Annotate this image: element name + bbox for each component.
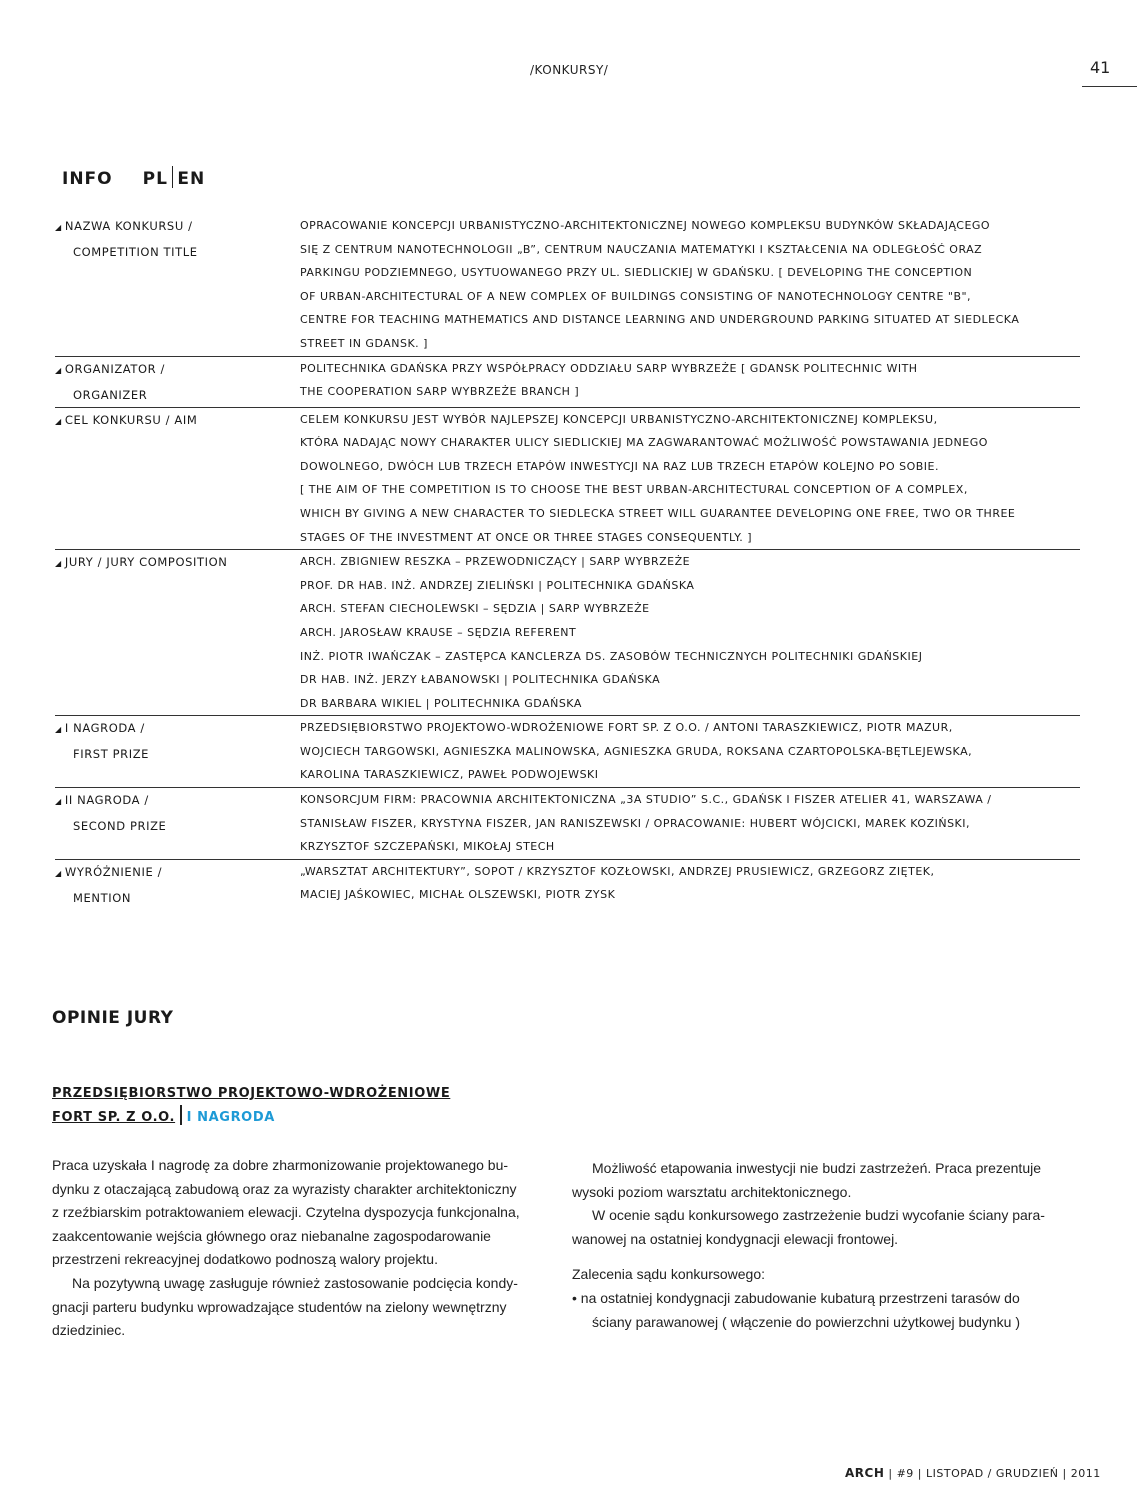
info-label-pl: ◢ I NAGRODA / bbox=[55, 716, 300, 742]
page-footer: ARCH | #9 | LISTOPAD / GRUDZIEŃ | 2011 bbox=[845, 1466, 1101, 1480]
info-value-line: MACIEJ JAŚKOWIEC, MICHAŁ OLSZEWSKI, PIOTR ZYSK bbox=[300, 888, 616, 902]
body-line: Możliwość etapowania inwestycji nie budzi zastrzeżeń. Praca prezentuje bbox=[592, 1160, 1041, 1176]
info-value-line: WHICH BY GIVING A NEW CHARACTER TO SIEDLECKA STREET WILL GUARANTEE DEVELOPING ONE FREE, TWO OR THREE bbox=[300, 506, 1016, 520]
info-value-line: ARCH. ZBIGNIEW RESZKA – PRZEWODNICZĄCY | SARP WYBRZEŻE bbox=[300, 555, 691, 569]
body-line: W ocenie sądu konkursowego zastrzeżenie budzi wycofanie ściany para- bbox=[592, 1207, 1045, 1224]
info-row bbox=[55, 357, 1080, 408]
info-label-en: FIRST PRIZE bbox=[73, 747, 150, 762]
info-value-line: WOJCIECH TARGOWSKI, AGNIESZKA MALINOWSKA, AGNIESZKA GRUDA, ROKSANA CZARTOPOLSKA-BĘTLEJEWSKA, bbox=[300, 744, 973, 758]
info-value-line: CELEM KONKURSU JEST WYBÓR NAJLEPSZEJ KONCEPCJI URBANISTYCZNO-ARCHITEKTONICZNEJ KOMPLEKSU, bbox=[300, 412, 938, 426]
info-value-line: KTÓRA NADAJĄC NOWY CHARAKTER ULICY SIEDLICKIEJ MA ZAGWARANTOWAĆ MOŻLIWOŚĆ POWSTAWANIA JEDNEGO bbox=[300, 436, 988, 450]
info-value-line: PRZEDSIĘBIORSTWO PROJEKTOWO-WDROŻENIOWE FORT SP. Z O.O. / ANTONI TARASZKIEWICZ, PIOTR MAZUR, bbox=[300, 721, 953, 735]
body-line: z rzeźbiarskim potraktowaniem elewacji. Czytelna dyspozycja funkcjonalna, bbox=[52, 1204, 520, 1221]
heading-separator bbox=[180, 1105, 182, 1125]
info-value-line: THE COOPERATION SARP WYBRZEŻE BRANCH ] bbox=[300, 385, 580, 399]
footer-months: LISTOPAD / GRUDZIEŃ bbox=[926, 1467, 1059, 1480]
info-value bbox=[300, 788, 1080, 859]
info-value-line: SIĘ Z CENTRUM NANOTECHNOLOGII „B”, CENTRUM NAUCZANIA MATEMATYKI I KSZTAŁCENIA NA ODLEGŁOŚĆ ORAZ bbox=[300, 242, 983, 256]
body-line: wysoki poziom warsztatu architektonicznego. bbox=[572, 1183, 852, 1200]
body-line: wanowej na ostatniej kondygnacji elewacji frontowej. bbox=[572, 1230, 899, 1247]
lang-en: EN bbox=[177, 169, 206, 189]
info-value bbox=[300, 214, 1080, 356]
info-value-line: OF URBAN-ARCHITECTURAL OF A NEW COMPLEX OF BUILDINGS CONSISTING OF NANOTECHNOLOGY CENTRE "B", bbox=[300, 289, 972, 303]
info-label bbox=[55, 788, 300, 859]
body-line: przestrzeni rekreacyjnej dodatkowo podnoszą walory projektu. bbox=[52, 1251, 438, 1268]
info-value bbox=[300, 408, 1080, 550]
body-line: gnacji parteru budynku wprowadzające studentów na zielony wewnętrzny bbox=[52, 1298, 507, 1315]
info-value-line: DOWOLNEGO, DWÓCH LUB TRZECH ETAPÓW INWESTYCJI NA RAZ LUB TRZECH ETAPÓW KOLEJNO PO SOBIE. bbox=[300, 459, 939, 473]
article-heading-line2: FORT SP. Z O.O. bbox=[52, 1110, 176, 1125]
info-title: INFO bbox=[62, 169, 113, 189]
footer-brand: ARCH bbox=[845, 1466, 885, 1480]
info-label-pl: ◢ CEL KONKURSU / AIM bbox=[55, 408, 300, 434]
info-value-line: INŻ. PIOTR IWAŃCZAK – ZASTĘPCA KANCLERZA DS. ZASOBÓW TECHNICZNYCH POLITECHNIKI GDAŃSKIEJ bbox=[300, 649, 923, 663]
page-number: 41 bbox=[1090, 58, 1111, 77]
info-value-line: OPRACOWANIE KONCEPCJI URBANISTYCZNO-ARCHITEKTONICZNEJ NOWEGO KOMPLEKSU BUDYNKÓW SKŁADAJĄCEGO bbox=[300, 219, 991, 232]
info-value-line: ARCH. JAROSŁAW KRAUSE – SĘDZIA REFERENT bbox=[300, 625, 577, 639]
info-value-line: [ THE AIM OF THE COMPETITION IS TO CHOOSE THE BEST URBAN-ARCHITECTURAL CONCEPTION OF A COMPLEX, bbox=[300, 483, 968, 497]
info-value-line: STREET IN GDANSK. ] bbox=[300, 336, 428, 350]
info-label-pl: ◢ II NAGRODA / bbox=[55, 788, 300, 814]
info-label-pl: ◢ JURY / JURY COMPOSITION bbox=[55, 550, 300, 576]
info-label-pl: ◢ WYRÓŻNIENIE / bbox=[55, 860, 300, 886]
info-value-line: STANISŁAW FISZER, KRYSTYNA FISZER, JAN RANISZEWSKI / OPRACOWANIE: HUBERT WÓJCICKI, MAREK KOZIŃSKI, bbox=[300, 816, 971, 830]
info-value-line: KONSORCJUM FIRM: PRACOWNIA ARCHITEKTONICZNA „3A STUDIO” S.C., GDAŃSK I FISZER ATELIER 41, WARSZAWA / bbox=[300, 793, 992, 807]
info-label bbox=[55, 716, 300, 787]
footer-year: 2011 bbox=[1070, 1467, 1101, 1480]
info-row bbox=[55, 214, 1080, 357]
header-rule bbox=[1082, 86, 1137, 87]
info-value-line: KRZYSZTOF SZCZEPAŃSKI, MIKOŁAJ STECH bbox=[300, 840, 555, 854]
opinion-left-column bbox=[52, 1154, 552, 1343]
info-value-line: STAGES OF THE INVESTMENT AT ONCE OR THREE STAGES CONSEQUENTLY. ] bbox=[300, 530, 752, 544]
info-value-line: „WARSZTAT ARCHITEKTURY”, SOPOT / KRZYSZTOF KOZŁOWSKI, ANDRZEJ PRUSIEWICZ, GRZEGORZ ZIĘTEK, bbox=[300, 864, 935, 878]
info-row bbox=[55, 408, 1080, 551]
info-value bbox=[300, 550, 1080, 715]
lang-separator bbox=[172, 166, 174, 188]
body-line: Praca uzyskała I nagrodę za dobre zharmonizowanie projektowanego bu- bbox=[52, 1157, 509, 1173]
body-line: Na pozytywną uwagę zasługuje również zastosowanie podcięcia kondy- bbox=[72, 1274, 518, 1291]
info-value bbox=[300, 357, 1080, 407]
info-label bbox=[55, 550, 300, 715]
info-label-en: COMPETITION TITLE bbox=[73, 245, 198, 259]
info-row bbox=[55, 716, 1080, 788]
info-value-line: DR BARBARA WIKIEL | POLITECHNIKA GDAŃSKA bbox=[300, 696, 582, 710]
info-label-en: ORGANIZER bbox=[73, 387, 148, 402]
opinion-right-column bbox=[572, 1157, 1082, 1334]
info-row bbox=[55, 788, 1080, 860]
section-header: /KONKURSY/ bbox=[530, 63, 609, 77]
info-row bbox=[55, 860, 1080, 910]
info-label bbox=[55, 408, 300, 550]
recommendations-heading: Zalecenia sądu konkursowego: bbox=[572, 1266, 766, 1283]
info-table bbox=[55, 214, 1080, 910]
info-label bbox=[55, 214, 300, 356]
jury-opinions-title: OPINIE JURY bbox=[52, 1008, 174, 1028]
body-line: zaakcentowanie wejścia głównego oraz niebanalne zagospodarowanie bbox=[52, 1227, 491, 1244]
info-value-line: ARCH. STEFAN CIECHOLEWSKI – SĘDZIA | SARP WYBRZEŻE bbox=[300, 602, 650, 616]
body-line: ściany parawanowej ( włączenie do powierzchni użytkowej budynku ) bbox=[592, 1313, 1020, 1330]
info-heading bbox=[62, 166, 205, 189]
info-label-en: SECOND PRIZE bbox=[73, 819, 167, 834]
info-value-line: PARKINGU PODZIEMNEGO, USYTUOWANEGO PRZY UL. SIEDLICKIEJ W GDAŃSKU. [ DEVELOPING THE CONCEPTION bbox=[300, 266, 973, 280]
info-label bbox=[55, 860, 300, 910]
bullet-line: • na ostatniej kondygnacji zabudowanie kubaturą przestrzeni tarasów do bbox=[572, 1287, 1082, 1311]
info-row bbox=[55, 550, 1080, 716]
prize-label: I NAGRODA bbox=[186, 1110, 275, 1125]
body-line: dynku z otaczającą zabudową oraz za wyrazisty charakter architektoniczny bbox=[52, 1180, 517, 1197]
info-value bbox=[300, 860, 1080, 910]
info-label-en: MENTION bbox=[73, 890, 132, 905]
info-value-line: DR HAB. INŻ. JERZY ŁABANOWSKI | POLITECHNIKA GDAŃSKA bbox=[300, 673, 661, 687]
info-value-line: KAROLINA TARASZKIEWICZ, PAWEŁ PODWOJEWSKI bbox=[300, 768, 599, 782]
article-heading-line1: PRZEDSIĘBIORSTWO PROJEKTOWO-WDROŻENIOWE bbox=[52, 1086, 451, 1101]
info-value-line: POLITECHNIKA GDAŃSKA PRZY WSPÓŁPRACY ODDZIAŁU SARP WYBRZEŻE [ GDANSK POLITECHNIC WITH bbox=[300, 361, 918, 375]
article-heading bbox=[52, 1082, 450, 1129]
info-label-pl: ◢ ORGANIZATOR / bbox=[55, 357, 300, 383]
info-value-line: CENTRE FOR TEACHING MATHEMATICS AND DISTANCE LEARNING AND UNDERGROUND PARKING SITUATED AT SIEDLECKA bbox=[300, 313, 1020, 327]
info-value-line: PROF. DR HAB. INŻ. ANDRZEJ ZIELIŃSKI | POLITECHNIKA GDAŃSKA bbox=[300, 578, 695, 592]
footer-issue: #9 bbox=[896, 1467, 914, 1480]
body-line: dziedziniec. bbox=[52, 1322, 126, 1339]
info-label-pl: ◢ NAZWA KONKURSU / bbox=[55, 214, 300, 240]
info-value bbox=[300, 716, 1080, 787]
lang-pl: PL bbox=[142, 169, 168, 189]
info-label bbox=[55, 357, 300, 407]
